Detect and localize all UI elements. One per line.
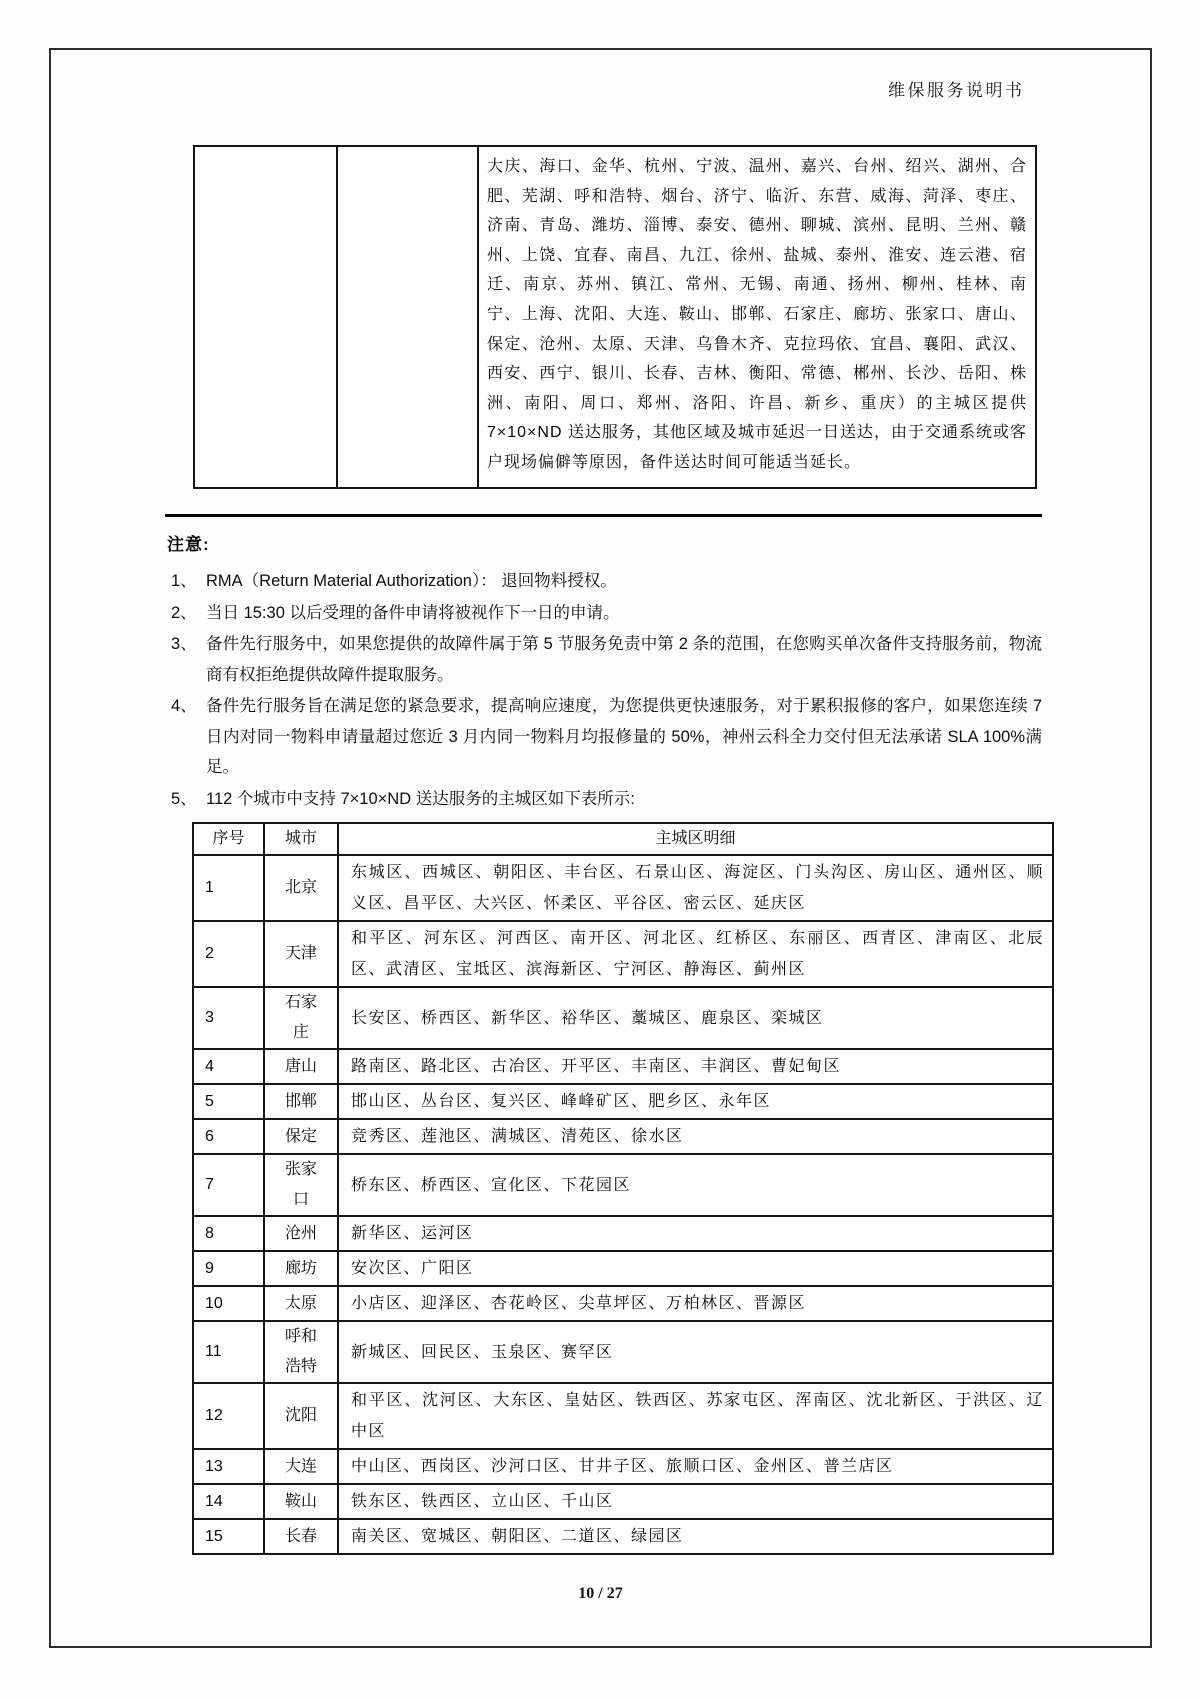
header-cell-districts: 主城区明细 [338, 823, 1053, 855]
districts-cell: 中山区、西岗区、沙河口区、甘井子区、旅顺口区、金州区、普兰店区 [338, 1449, 1053, 1484]
table-row [193, 1119, 1053, 1154]
districts-cell: 长安区、桥西区、新华区、裕华区、藁城区、鹿泉区、栾城区 [338, 987, 1053, 1049]
districts-cell: 和平区、河东区、河西区、南开区、河北区、红桥区、东丽区、西青区、津南区、北辰区、武清区、宝坻区、滨海新区、宁河区、静海区、蓟州区 [338, 921, 1053, 987]
section-divider-rule [165, 514, 1042, 517]
districts-cell: 安次区、广阳区 [338, 1251, 1053, 1286]
row-number-cell: 12 [193, 1383, 264, 1449]
city-cell: 天津 [264, 921, 338, 987]
districts-cell: 小店区、迎泽区、杏花岭区、尖草坪区、万柏林区、晋源区 [338, 1286, 1053, 1321]
row-number-cell: 10 [193, 1286, 264, 1321]
table-row [193, 1251, 1053, 1286]
table-row [193, 1484, 1053, 1519]
city-cell: 北京 [264, 855, 338, 921]
districts-cell: 铁东区、铁西区、立山区、千山区 [338, 1484, 1053, 1519]
table-row [193, 855, 1053, 921]
districts-cell: 竞秀区、莲池区、满城区、清苑区、徐水区 [338, 1119, 1053, 1154]
row-number-cell: 3 [193, 987, 264, 1049]
header-cell-city: 城市 [264, 823, 338, 855]
note-item-4 [165, 691, 1042, 783]
city-cell: 大连 [264, 1449, 338, 1484]
city-cell: 张家口 [264, 1154, 338, 1216]
row-number-cell: 1 [193, 855, 264, 921]
city-cell: 廊坊 [264, 1251, 338, 1286]
districts-cell: 桥东区、桥西区、宣化区、下花园区 [338, 1154, 1053, 1216]
continuation-table [193, 145, 1037, 489]
districts-cell: 路南区、路北区、古冶区、开平区、丰南区、丰润区、曹妃甸区 [338, 1049, 1053, 1084]
city-cell: 唐山 [264, 1049, 338, 1084]
city-cell: 呼和浩特 [264, 1321, 338, 1383]
table-row [193, 921, 1053, 987]
city-cell: 沧州 [264, 1216, 338, 1251]
table-row [193, 1216, 1053, 1251]
note-number: 1、 [171, 572, 197, 590]
notes-section [165, 530, 1042, 815]
table-row [193, 1286, 1053, 1321]
note-text: 备件先行服务中，如果您提供的故障件属于第 5 节服务免责中第 2 条的范围，在您购买单次备件支持服务前，物流商有权拒绝提供故障件提取服务。 [206, 635, 1042, 684]
page-number: 10 / 27 [578, 1585, 623, 1602]
table-row [193, 1049, 1053, 1084]
districts-cell: 和平区、沈河区、大东区、皇姑区、铁西区、苏家屯区、浑南区、沈北新区、于洪区、辽中区 [338, 1383, 1053, 1449]
notes-heading: 注意: [167, 535, 210, 554]
table-row [193, 1383, 1053, 1449]
note-text: 当日 15:30 以后受理的备件申请将被视作下一日的申请。 [206, 603, 620, 622]
row-number-cell: 2 [193, 921, 264, 987]
table-row [193, 1519, 1053, 1554]
districts-cell: 南关区、宽城区、朝阳区、二道区、绿园区 [338, 1519, 1053, 1554]
districts-cell: 邯山区、丛台区、复兴区、峰峰矿区、肥乡区、永年区 [338, 1084, 1053, 1119]
table-row [193, 1321, 1053, 1383]
row-number-cell: 14 [193, 1484, 264, 1519]
note-number: 4、 [171, 697, 197, 715]
row-number-cell: 6 [193, 1119, 264, 1154]
continuation-table-empty-cell-1 [195, 147, 338, 487]
continuation-table-cities-cell: 大庆、海口、金华、杭州、宁波、温州、嘉兴、台州、绍兴、湖州、合肥、芜湖、呼和浩特、烟台、济宁、临沂、东营、威海、菏泽、枣庄、济南、青岛、潍坊、淄博、泰安、德州、聊城、滨州、昆明、兰州、赣州、上饶、宜春、南昌、九江、徐州、盐城、泰州、淮安、连云港、宿迁、南京、苏州、镇江、常州、无锡、南通、扬州、柳州、桂林、南宁、上海、沈阳、大连、鞍山、邯郸、石家庄、廊坊、张家口、唐山、保定、沧州、太原、天津、乌鲁木齐、克拉玛依、宜昌、襄阳、武汉、西安、西宁、银川、长春、吉林、衡阳、常德、郴州、长沙、岳阳、株洲、南阳、周口、郑州、洛阳、许昌、新乡、重庆）的主城区提供 7×10×ND 送达服务，其他区域及城市延迟一日送达，由于交通系统或客户现场偏僻等原因，备件送达时间可能适当延长。 [487, 158, 1027, 471]
row-number-cell: 7 [193, 1154, 264, 1216]
districts-cell: 新城区、回民区、玉泉区、赛罕区 [338, 1321, 1053, 1383]
table-row [193, 1084, 1053, 1119]
note-item-5 [165, 784, 1042, 815]
city-cell: 长春 [264, 1519, 338, 1554]
districts-cell: 东城区、西城区、朝阳区、丰台区、石景山区、海淀区、门头沟区、房山区、通州区、顺义区、昌平区、大兴区、怀柔区、平谷区、密云区、延庆区 [338, 855, 1053, 921]
note-text: RMA（Return Material Authorization）： 退回物料授权。 [206, 572, 617, 590]
note-item-3 [165, 629, 1042, 690]
note-number: 3、 [171, 635, 197, 653]
city-cell: 沈阳 [264, 1383, 338, 1449]
header-cell-index: 序号 [193, 823, 264, 855]
row-number-cell: 11 [193, 1321, 264, 1383]
note-item-1 [165, 566, 1042, 597]
districts-cell: 新华区、运河区 [338, 1216, 1053, 1251]
note-item-2 [165, 598, 1042, 629]
city-districts-table [192, 822, 1054, 1555]
continuation-table-empty-cell-2 [338, 147, 479, 487]
table-row [193, 1449, 1053, 1484]
note-number: 2、 [171, 603, 197, 622]
note-text: 备件先行服务旨在满足您的紧急要求，提高响应速度，为您提供更快速服务，对于累积报修的客户，如果您连续 7 日内对同一物料申请量超过您近 3 月内同一物料月均报修量的 50%，神州云科全力交付但无法承诺 SLA 100%满足。 [206, 697, 1042, 776]
row-number-cell: 5 [193, 1084, 264, 1119]
document-header-title: 维保服务说明书 [888, 81, 1025, 100]
city-cell: 保定 [264, 1119, 338, 1154]
row-number-cell: 15 [193, 1519, 264, 1554]
row-number-cell: 8 [193, 1216, 264, 1251]
row-number-cell: 4 [193, 1049, 264, 1084]
city-cell: 石家庄 [264, 987, 338, 1049]
table-row [193, 1154, 1053, 1216]
row-number-cell: 13 [193, 1449, 264, 1484]
city-cell: 太原 [264, 1286, 338, 1321]
city-cell: 邯郸 [264, 1084, 338, 1119]
city-cell: 鞍山 [264, 1484, 338, 1519]
note-text: 112 个城市中支持 7×10×ND 送达服务的主城区如下表所示: [206, 789, 635, 808]
note-number: 5、 [171, 789, 197, 808]
table-row [193, 987, 1053, 1049]
row-number-cell: 9 [193, 1251, 264, 1286]
table-header-row [193, 823, 1053, 855]
